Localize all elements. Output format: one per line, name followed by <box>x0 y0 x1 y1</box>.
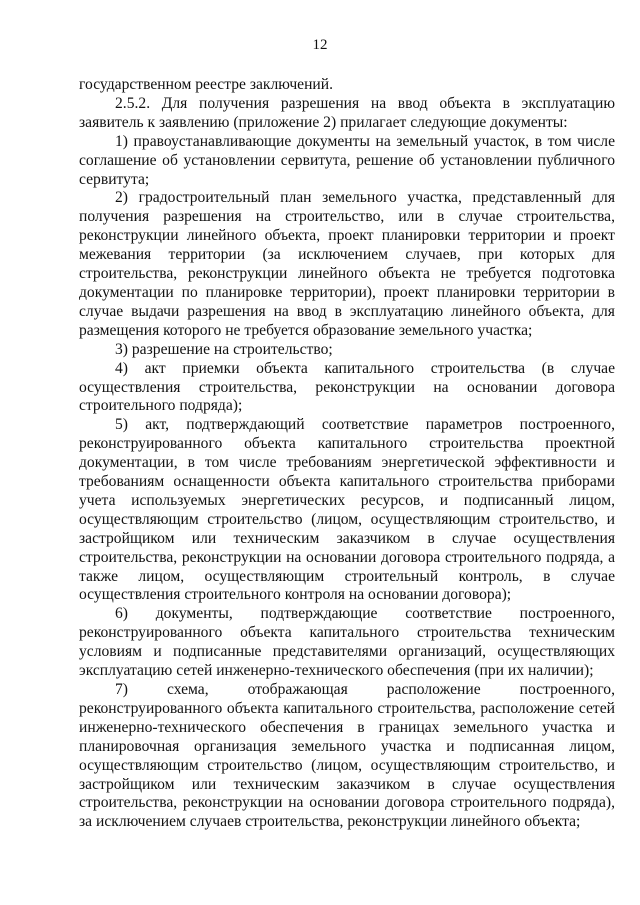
list-item-3: 3) разрешение на строительство; <box>115 340 333 358</box>
list-item-7: 7) схема, отображающая расположение построенного, реконструированного объекта капитального строительства, расположение сетей инженерно-технического обеспечения в границах земельного участка и планировочная организация земельного участка и подписанная лицом, осуществляющим строительство (лицом, осуществляющим строительство, и застройщиком или техническим заказчиком в случае осуществления строительства, реконструкции на основании договора строительного подряда), за исключением случаев строительства, реконструкции линейного объекта; <box>79 681 615 831</box>
paragraph-continuation: государственном реестре заключений. <box>79 76 334 93</box>
paragraph-2-5-2: 2.5.2. Для получения разрешения на ввод объекта в эксплуатацию заявитель к заявлению (приложение 2) прилагает следующие документы: <box>79 94 615 131</box>
list-item-1: 1) правоустанавливающие документы на земельный участок, в том числе соглашение об установлении сервитута, решение об установлении публичного сервитута; <box>79 132 615 188</box>
list-item-6: 6) документы, подтверждающие соответствие построенного, реконструированного объекта капитального строительства техническим условиям и подписанные представителями организаций, осуществляющих эксплуатацию сетей инженерно-технического обеспечения (при их наличии); <box>79 605 615 680</box>
document-body <box>79 76 615 832</box>
page-number: 12 <box>312 37 328 53</box>
list-item-4: 4) акт приемки объекта капитального строительства (в случае осуществления строительства, реконструкции на основании договора строительного подряда); <box>79 359 615 415</box>
list-item-5: 5) акт, подтверждающий соответствие параметров построенного, реконструированного объекта капитального строительства проектной документации, в том числе требованиям энергетической эффективности и требованиям оснащенности объекта капитального строительства приборами учета используемых энергетических ресурсов, и подписанный лицом, осуществляющим строительство (лицом, осуществляющим строительство, и застройщиком или техническим заказчиком в случае осуществления строительства, реконструкции на основании договора строительного подряда, а также лицом, осуществляющим строительный контроль, в случае осуществления строительного контроля на основании договора); <box>79 416 615 604</box>
list-item-2: 2) градостроительный план земельного участка, представленный для получения разрешения на строительство, или в случае строительства, реконструкции линейного объекта, проект планировки территории и проект межевания территории (за исключением случаев, при которых для строительства, реконструкции линейного объекта не требуется подготовка документации по планировке территории), проект планировки территории в случае выдачи разрешения на ввод в эксплуатацию линейного объекта, для размещения которого не требуется образование земельного участка; <box>79 189 615 339</box>
